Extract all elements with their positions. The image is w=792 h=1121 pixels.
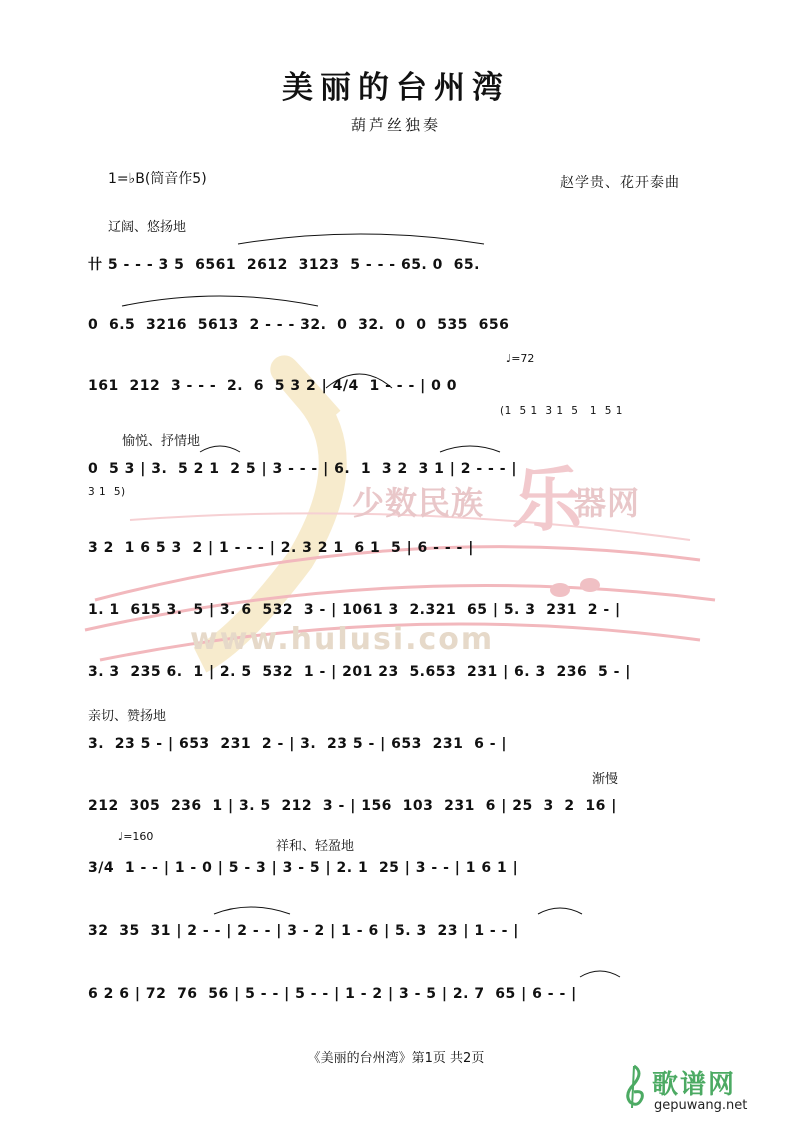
- score-line: 0 5 3 | 3. 5 2 1 2 5 | 3 - - - | 6. 1 3 2 3 1 | 2 - - - |: [88, 461, 518, 477]
- expression-mark: 祥和、轻盈地: [276, 839, 355, 854]
- score-line: 3. 23 5 - | 653 231 2 - | 3. 23 5 - | 653 231 6 - |: [88, 736, 507, 752]
- watermark-text: 少数民族 器网: [352, 484, 641, 522]
- expression-mark: 辽阔、悠扬地: [108, 220, 187, 235]
- score-subline: 3 1 5): [88, 486, 126, 498]
- score-line: 3 2 1 6 5 3 2 | 1 - - - | 2. 3 2 1 6 1 5 | 6 - - - |: [88, 540, 474, 556]
- site-name: 歌谱网: [652, 1070, 737, 1100]
- watermark-url: www.hulusi.com: [190, 622, 495, 657]
- score-line: 32 35 31 | 2 - - | 2 - - | 3 - 2 | 1 - 6 | 5. 3 23 | 1 - - |: [88, 923, 519, 939]
- key-signature: 1=♭B(筒音作5): [108, 171, 207, 187]
- composer-credit: 赵学贵、花开泰曲: [560, 175, 680, 191]
- page-subtitle: 葫芦丝独奏: [350, 116, 441, 134]
- score-line: 1. 1 615 3. 5 | 3. 6 532 3 - | 1061 3 2.321 65 | 5. 3 231 2 - |: [88, 602, 621, 618]
- tempo-mark: ♩=72: [506, 352, 535, 365]
- score-subline: (1 5 1 3 1 5 1 5 1: [500, 405, 623, 417]
- page-title: 美丽的台州湾: [282, 70, 510, 106]
- score-line: 212 305 236 1 | 3. 5 212 3 - | 156 103 231 6 | 25 3 2 16 |: [88, 798, 617, 814]
- tempo-mark: ♩=160: [118, 830, 154, 843]
- expression-mark: 渐慢: [592, 772, 619, 787]
- treble-clef-icon: [618, 1062, 650, 1112]
- score-line: 6 2 6 | 72 76 56 | 5 - - | 5 - - | 1 - 2 | 3 - 5 | 2. 7 65 | 6 - - |: [88, 986, 577, 1002]
- score-line: 3. 3 235 6. 1 | 2. 5 532 1 - | 201 23 5.653 231 | 6. 3 236 5 - |: [88, 664, 631, 680]
- score-line: 3/4 1 - - | 1 - 0 | 5 - 3 | 3 - 5 | 2. 1 25 | 3 - - | 1 6 1 |: [88, 860, 519, 876]
- score-line: 161 212 3 - - - 2. 6 5 3 2 | 4/4 1 - - - | 0 0: [88, 378, 457, 394]
- score-line: 卄 5 - - - 3 5 6561 2612 3123 5 - - - 65. 0 65.: [88, 257, 480, 273]
- site-url[interactable]: gepuwang.net: [654, 1098, 748, 1113]
- expression-mark: 亲切、赞扬地: [88, 709, 167, 724]
- score-line: 0 6.5 3216 5613 2 - - - 32. 0 32. 0 0 535 656: [88, 317, 510, 333]
- expression-mark: 愉悦、抒情地: [122, 434, 201, 449]
- watermark-char: 乐: [512, 458, 582, 541]
- page-footer: 《美丽的台州湾》第1页 共2页: [307, 1051, 485, 1066]
